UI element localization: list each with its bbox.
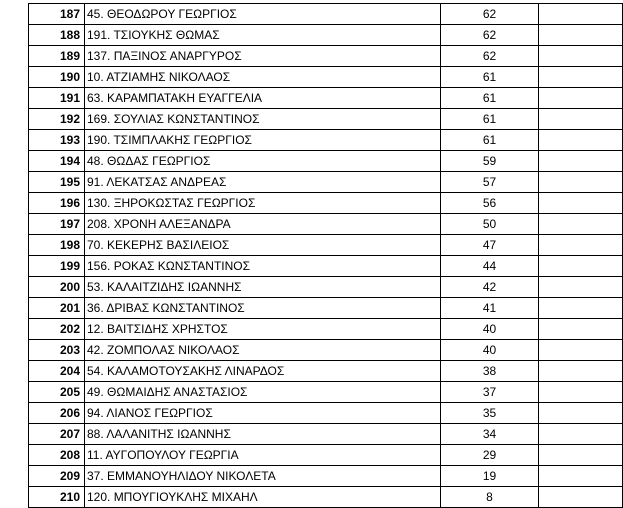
table-row [29, 109, 623, 130]
votes-cell: 41 [441, 298, 539, 319]
rank-cell: 187 [29, 4, 85, 25]
table-row [29, 466, 623, 487]
empty-cell [539, 361, 623, 382]
table-row [29, 298, 623, 319]
empty-cell [539, 46, 623, 67]
candidate-name-cell: 91. ΛΕΚΑΤΣΑΣ ΑΝΔΡΕΑΣ [85, 172, 441, 193]
empty-cell [539, 214, 623, 235]
empty-cell [539, 67, 623, 88]
empty-cell [539, 382, 623, 403]
candidate-name-cell: 94. ΛΙΑΝΟΣ ΓΕΩΡΓΙΟΣ [85, 403, 441, 424]
empty-cell [539, 4, 623, 25]
votes-cell: 62 [441, 46, 539, 67]
rank-cell: 206 [29, 403, 85, 424]
empty-cell [539, 340, 623, 361]
table-row [29, 130, 623, 151]
candidate-name-cell: 54. ΚΑΛΑΜΟΤΟΥΣΑΚΗΣ ΛΙΝΑΡΔΟΣ [85, 361, 441, 382]
table-row [29, 445, 623, 466]
empty-cell [539, 487, 623, 508]
votes-cell: 56 [441, 193, 539, 214]
candidate-name-cell: 169. ΣΟΥΛΙΑΣ ΚΩΝΣΤΑΝΤΙΝΟΣ [85, 109, 441, 130]
table-row [29, 214, 623, 235]
rank-cell: 207 [29, 424, 85, 445]
rank-cell: 196 [29, 193, 85, 214]
candidate-name-cell: 130. ΞΗΡΟΚΩΣΤΑΣ ΓΕΩΡΓΙΟΣ [85, 193, 441, 214]
rank-cell: 200 [29, 277, 85, 298]
rank-cell: 189 [29, 46, 85, 67]
candidate-name-cell: 156. ΡΟΚΑΣ ΚΩΝΣΤΑΝΤΙΝΟΣ [85, 256, 441, 277]
candidate-name-cell: 12. ΒΑΙΤΣΙΔΗΣ ΧΡΗΣΤΟΣ [85, 319, 441, 340]
empty-cell [539, 193, 623, 214]
votes-cell: 62 [441, 4, 539, 25]
votes-cell: 59 [441, 151, 539, 172]
candidate-name-cell: 120. ΜΠΟΥΓΙΟΥΚΛΗΣ ΜΙΧΑΗΛ [85, 487, 441, 508]
table-row [29, 151, 623, 172]
table-row [29, 235, 623, 256]
empty-cell [539, 235, 623, 256]
empty-cell [539, 319, 623, 340]
empty-cell [539, 466, 623, 487]
table-row [29, 403, 623, 424]
table-row [29, 46, 623, 67]
candidate-name-cell: 63. ΚΑΡΑΜΠΑΤΑΚΗ ΕΥΑΓΓΕΛΙΑ [85, 88, 441, 109]
empty-cell [539, 403, 623, 424]
candidate-name-cell: 49. ΘΩΜΑΙΔΗΣ ΑΝΑΣΤΑΣΙΟΣ [85, 382, 441, 403]
rank-cell: 195 [29, 172, 85, 193]
votes-cell: 8 [441, 487, 539, 508]
candidate-name-cell: 45. ΘΕΟΔΩΡΟΥ ΓΕΩΡΓΙΟΣ [85, 4, 441, 25]
empty-cell [539, 109, 623, 130]
empty-cell [539, 277, 623, 298]
votes-cell: 29 [441, 445, 539, 466]
rank-cell: 192 [29, 109, 85, 130]
votes-cell: 61 [441, 67, 539, 88]
results-table [28, 3, 623, 508]
candidate-name-cell: 70. ΚΕΚΕΡΗΣ ΒΑΣΙΛΕΙΟΣ [85, 235, 441, 256]
empty-cell [539, 445, 623, 466]
table-row [29, 256, 623, 277]
votes-cell: 44 [441, 256, 539, 277]
rank-cell: 188 [29, 25, 85, 46]
candidate-name-cell: 208. ΧΡΟΝΗ ΑΛΕΞΑΝΔΡΑ [85, 214, 441, 235]
votes-cell: 62 [441, 25, 539, 46]
candidate-name-cell: 37. ΕΜΜΑΝΟΥΗΛΙΔΟΥ ΝΙΚΟΛΕΤΑ [85, 466, 441, 487]
table-row [29, 382, 623, 403]
candidate-name-cell: 42. ΖΟΜΠΟΛΑΣ ΝΙΚΟΛΑΟΣ [85, 340, 441, 361]
table-row [29, 172, 623, 193]
table-row [29, 424, 623, 445]
candidate-name-cell: 53. ΚΑΛΑΙΤΖΙΔΗΣ ΙΩΑΝΝΗΣ [85, 277, 441, 298]
candidate-name-cell: 10. ΑΤΖΙΑΜΗΣ ΝΙΚΟΛΑΟΣ [85, 67, 441, 88]
votes-cell: 50 [441, 214, 539, 235]
candidate-name-cell: 36. ΔΡΙΒΑΣ ΚΩΝΣΤΑΝΤΙΝΟΣ [85, 298, 441, 319]
votes-cell: 40 [441, 340, 539, 361]
votes-cell: 34 [441, 424, 539, 445]
rank-cell: 203 [29, 340, 85, 361]
rank-cell: 194 [29, 151, 85, 172]
votes-cell: 35 [441, 403, 539, 424]
candidate-name-cell: 137. ΠΑΞΙΝΟΣ ΑΝΑΡΓΥΡΟΣ [85, 46, 441, 67]
votes-cell: 42 [441, 277, 539, 298]
candidate-name-cell: 88. ΛΑΛΑΝΙΤΗΣ ΙΩΑΝΝΗΣ [85, 424, 441, 445]
votes-cell: 40 [441, 319, 539, 340]
candidate-name-cell: 191. ΤΣΙΟΥΚΗΣ ΘΩΜΑΣ [85, 25, 441, 46]
table-row [29, 193, 623, 214]
votes-cell: 61 [441, 109, 539, 130]
rank-cell: 210 [29, 487, 85, 508]
rank-cell: 191 [29, 88, 85, 109]
table-row [29, 277, 623, 298]
table-row [29, 4, 623, 25]
table-row [29, 340, 623, 361]
rank-cell: 193 [29, 130, 85, 151]
rank-cell: 199 [29, 256, 85, 277]
rank-cell: 201 [29, 298, 85, 319]
table-row [29, 319, 623, 340]
rank-cell: 202 [29, 319, 85, 340]
votes-cell: 19 [441, 466, 539, 487]
rank-cell: 205 [29, 382, 85, 403]
empty-cell [539, 424, 623, 445]
rank-cell: 208 [29, 445, 85, 466]
candidate-name-cell: 11. ΑΥΓΟΠΟΥΛΟΥ ΓΕΩΡΓΙΑ [85, 445, 441, 466]
votes-cell: 37 [441, 382, 539, 403]
votes-cell: 57 [441, 172, 539, 193]
votes-cell: 47 [441, 235, 539, 256]
empty-cell [539, 88, 623, 109]
candidate-name-cell: 190. ΤΣΙΜΠΛΑΚΗΣ ΓΕΩΡΓΙΟΣ [85, 130, 441, 151]
rank-cell: 209 [29, 466, 85, 487]
candidate-name-cell: 48. ΘΩΔΑΣ ΓΕΩΡΓΙΟΣ [85, 151, 441, 172]
rank-cell: 197 [29, 214, 85, 235]
table-row [29, 361, 623, 382]
table-row [29, 487, 623, 508]
rank-cell: 204 [29, 361, 85, 382]
table-row [29, 67, 623, 88]
empty-cell [539, 298, 623, 319]
rank-cell: 198 [29, 235, 85, 256]
empty-cell [539, 25, 623, 46]
votes-cell: 61 [441, 130, 539, 151]
table-row [29, 25, 623, 46]
empty-cell [539, 130, 623, 151]
results-table-body [29, 4, 623, 508]
empty-cell [539, 256, 623, 277]
empty-cell [539, 151, 623, 172]
empty-cell [539, 172, 623, 193]
table-row [29, 88, 623, 109]
votes-cell: 61 [441, 88, 539, 109]
rank-cell: 190 [29, 67, 85, 88]
votes-cell: 38 [441, 361, 539, 382]
